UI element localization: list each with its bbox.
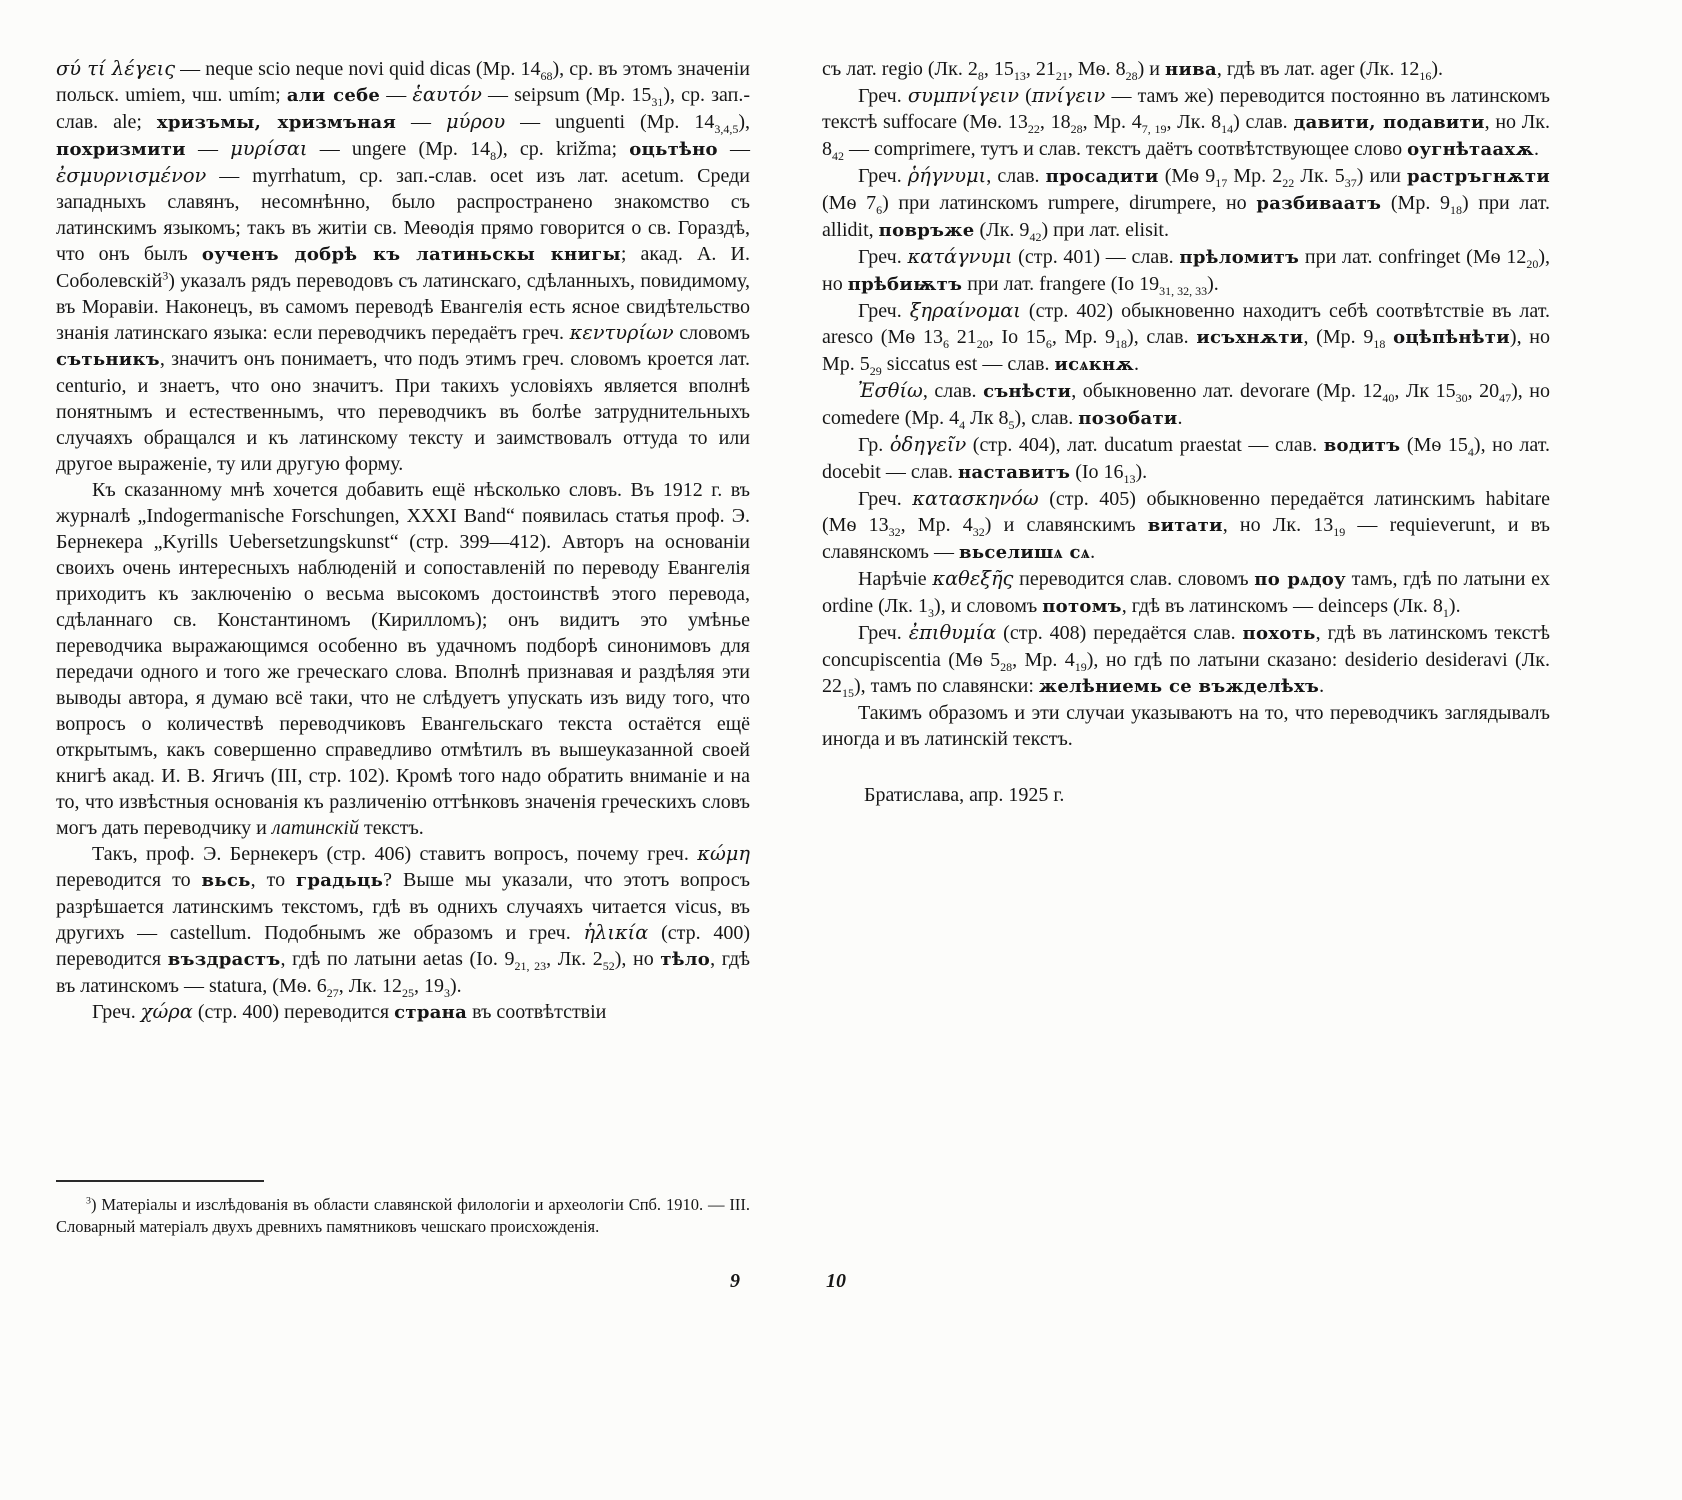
slavonic-term: просадити: [1045, 166, 1159, 187]
slavonic-term: оученъ добрѣ къ латиньскы книгы: [201, 244, 621, 265]
paragraph: σύ τί λέγεις — neque scio neque novi quid dicas (Мр. $14_{68}$), ср. въ этомъ значеніи польск. umiem, чш. umím; али себе — ἑαυτόν — seipsum (Мр. $15_{31}$), ср. зап.-слав. ale; хризъмы, хризмъная — μύρου — unguenti (Мр. $14_{3,4,5}$), похризмити — μυρίσαι — ungere (Мр. $14_8$), ср. križma; оцьтѣно — ἐσμυρνισμένον — myrrhatum, ср. зап.-слав. ocet изъ лат. acetum. Среди западныхъ славянъ, несомнѣнно, было распространено знакомство съ латинскимъ языкомъ; такъ въ житіи св. Меѳодія прямо говорится о св. Гораздѣ, что онъ былъ оученъ добрѣ къ латиньскы книгы; акад. А. И. Соболевскій$^3$) указалъ рядъ переводовъ съ латинскаго, сдѣланныхъ, повидимому, въ Моравіи. Наконецъ, въ самомъ переводѣ Евангелія есть ясное свидѣтельство знанія латинскаго языка: если переводчикъ передаётъ греч. κεντυρίων словомъ сътьникъ, значитъ онъ понимаетъ, что подъ этимъ греч. словомъ кроется лат. centurio, и знаетъ, что оно значитъ. При такихъ условіяхъ является вполнѣ понятнымъ и естественнымъ, что переводчикъ въ болѣе затруднительныхъ случаяхъ обращался и къ латинскому тексту и заимствовалъ оттуда то или другое выраженіе, ту или другую форму.: [56, 57, 751, 475]
paragraph: Братислава, апр. 1925 г.: [864, 784, 1065, 806]
italic-term: латинскій: [271, 817, 359, 839]
slavonic-term: позобати: [1078, 408, 1178, 429]
greek-term: κεντυρίων: [569, 321, 674, 344]
slavonic-term: похризмити: [56, 139, 186, 160]
left-page-text-column: [56, 56, 750, 1026]
paragraph: Греч. ῥήγνυμι, слав. просадити (Мѳ $9_{17}$ Мр. $2_{22}$ Лк. $5_{37}$) или растръгнѫти (Мѳ $7_6$) при латинскомъ rumpere, dirumpere, но разбиваатъ (Мр. $9_{18}$) при лат. allidit, повръже (Лк. $9_{42}$) при лат. elisit.: [822, 164, 1550, 244]
slavonic-term: повръже: [878, 220, 975, 241]
slavonic-term: али себе: [286, 85, 381, 106]
slavonic-term: сътьникъ: [56, 349, 160, 370]
paragraph: Ἐσθίω, слав. сънѣсти, обыкновенно лат. devorare (Мр. $12_{40}$, Лк $15_{30}$, $20_{47}$), но comedere (Мр. $4_4$ Лк $8_5$), слав. позобати.: [822, 379, 1550, 432]
greek-term: ἐπιθυμία: [908, 621, 997, 644]
greek-term: ἡλικία: [583, 921, 649, 944]
slavonic-term: тѣло: [660, 949, 711, 970]
paragraph: Греч. συμπνίγειν (πνίγειν — тамъ же) переводится постоянно въ латинскомъ текстѣ suffocare (Мѳ. $13_{22}$, $18_{28}$, Мр. $4_{7, 19}$, Лк. $8_{14}$) слав. давити, подавити, но Лк. $8_{42}$ — comprimere, тутъ и слав. текстъ даётъ соотвѣтствующее слово оугнѣтаахѫ.: [822, 84, 1551, 163]
paragraph: $^3$) Матеріалы и изслѣдованія въ области славянской филологіи и археологіи Спб. 1910. — III. Словарный матеріалъ двухъ древнихъ памятниковъ чешскаго происхожденія.: [56, 1195, 750, 1236]
slavonic-term: желѣниемь се въжделѣхъ: [1038, 676, 1320, 697]
greek-term: πνίγειν: [1031, 84, 1106, 107]
greek-term: ἐσμυρνισμένον: [56, 164, 207, 187]
slavonic-term: оугнѣтаахѫ: [1407, 139, 1534, 160]
greek-term: κατάγνυμι: [907, 245, 1013, 268]
greek-term: σύ τί λέγεις: [56, 57, 176, 80]
page-number-right: 10: [826, 1270, 846, 1292]
greek-term: ὁδηγεῖν: [889, 433, 967, 456]
slavonic-term: вьселишѧ сѧ: [959, 542, 1091, 563]
paragraph: Греч. χώρα (стр. 400) переводится страна въ соотвѣтствіи: [92, 1000, 607, 1023]
greek-term: μύρου: [445, 110, 506, 133]
paragraph: Гр. ὁδηγεῖν (стр. 404), лат. ducatum praestat — слав. водитъ (Мѳ $15_4$), но лат. docebit — слав. наставитъ (Іо $16_{13}$).: [822, 433, 1550, 486]
greek-term: ἑαυτόν: [412, 83, 482, 106]
slavonic-term: нива: [1165, 59, 1217, 80]
footnote-text: [56, 1194, 750, 1238]
right-page-text-column: [822, 56, 1550, 808]
paragraph: Такимъ образомъ и эти случаи указываютъ на то, что переводчикъ заглядывалъ иногда и въ латинскій текстъ.: [822, 702, 1550, 750]
slavonic-term: оцьтѣно: [629, 139, 718, 160]
slavonic-term: исъхнѫти: [1196, 327, 1304, 348]
paragraph: Греч. κατάγνυμι (стр. 401) — слав. прѣломитъ при лат. confringet (Мѳ $12_{20}$), но прѣбиѭтъ при лат. frangere (Іо $19_{31, 32, 33}$).: [822, 245, 1550, 298]
slavonic-term: сънѣсти: [983, 381, 1072, 402]
slavonic-term: разбиваатъ: [1256, 193, 1382, 214]
greek-term: συμπνίγειν: [907, 84, 1020, 107]
slavonic-term: оцѣпѣнѣти: [1393, 327, 1510, 348]
slavonic-term: по рѧдоу: [1254, 569, 1346, 590]
right-page: [822, 56, 1550, 808]
slavonic-term: вьсь: [201, 870, 251, 891]
paragraph: Нарѣчіе καθεξῆς переводится слав. словомъ по рѧдоу тамъ, гдѣ по латыни ex ordine (Лк. $1_3$), и словомъ потомъ, гдѣ въ латинскомъ — deinceps (Лк. $8_1$).: [822, 567, 1551, 620]
greek-term: χώρα: [140, 1000, 193, 1023]
slavonic-term: похоть: [1242, 623, 1316, 644]
paragraph: Греч. ἐπιθυμία (стр. 408) передаётся слав. похоть, гдѣ въ латинскомъ текстѣ concupiscentia (Мѳ $5_{28}$, Мр. $4_{19}$), но гдѣ по латыни сказано: desiderio desideravi (Лк. $22_{15}$), тамъ по славянски: желѣниемь се въжделѣхъ.: [822, 621, 1550, 700]
page-number-left: 9: [730, 1270, 740, 1292]
paragraph: Греч. κατασκηνόω (стр. 405) обыкновенно передаётся латинскимъ habitare (Мѳ $13_{32}$, Мр. $4_{32}$) и славянскимъ витати, но Лк. $13_{19}$ — requieverunt, и въ славянскомъ — вьселишѧ сѧ.: [822, 487, 1550, 563]
slavonic-term: хризъмы, хризмъная: [156, 112, 397, 133]
slavonic-term: давити, подавити: [1293, 112, 1485, 133]
slavonic-term: витати: [1147, 515, 1223, 536]
slavonic-term: водитъ: [1323, 435, 1401, 456]
slavonic-term: потомъ: [1042, 596, 1122, 617]
paragraph: съ лат. regio (Лк. $2_8$, $15_{13}$, $21_{21}$, Мѳ. $8_{28}$) и нива, гдѣ въ лат. ager (Лк. $12_{16}$).: [822, 58, 1444, 83]
slavonic-term: прѣломитъ: [1179, 247, 1300, 268]
greek-term: ξηραίνομαι: [909, 299, 1021, 322]
greek-term: ῥήγνυμι: [907, 164, 987, 187]
slavonic-term: прѣбиѭтъ: [847, 274, 963, 295]
footnote-separator-rule: [56, 1180, 264, 1182]
paragraph: Такъ, проф. Э. Бернекеръ (стр. 406) ставитъ вопросъ, почему греч. κώμη переводится то вьсь, то градьць? Выше мы указали, что этотъ вопросъ разрѣшается латинскимъ текстомъ, гдѣ въ однихъ случаяхъ читается vicus, въ другихъ — castellum. Подобнымъ же образомъ и греч. ἡλικία (стр. 400) переводится въздрастъ, гдѣ по латыни aetas (Іо. $9_{21, 23}$, Лк. $2_{52}$), но тѣло, гдѣ въ латинскомъ — statura, (Мѳ. $6_{27}$, Лк. $12_{25}$, $19_3$).: [56, 842, 751, 1000]
slavonic-term: страна: [394, 1002, 468, 1023]
greek-term: Ἐσθίω: [858, 379, 923, 402]
slavonic-term: градьць: [296, 870, 384, 891]
greek-term: μυρίσαι: [230, 137, 308, 160]
slavonic-term: растръгнѫти: [1407, 166, 1550, 187]
paragraph: Греч. ξηραίνομαι (стр. 402) обыкновенно находитъ себѣ соотвѣтствіе въ лат. aresco (Мѳ $13_6$ $21_{20}$, Іо $15_6$, Мр. $9_{18}$), слав. исъхнѫти, (Мр. $9_{18}$ оцѣпѣнѣти), но Мр. $5_{29}$ siccatus est — слав. исѧкнѫ.: [822, 299, 1550, 378]
greek-term: καθεξῆς: [932, 567, 1014, 590]
slavonic-term: въздрастъ: [167, 949, 281, 970]
slavonic-term: исѧкнѫ: [1054, 354, 1134, 375]
footnote-block: [56, 1180, 750, 1238]
paragraph: Къ сказанному мнѣ хочется добавить ещё нѣсколько словъ. Въ 1912 г. въ журналѣ „Indogermanische Forschungen, XXXI Band“ появилась статья проф. Э. Бернекера „Kyrills Uebersetzungskunst“ (стр. 399—412). Авторъ на основаніи своихъ очень интересныхъ наблюденій и сопоставленій по переводу Евангелія приходитъ къ заключенію о весьма высокомъ достоинствѣ этого перевода, сдѣланнаго св. Константиномъ (Кирилломъ); онъ видитъ это умѣнье переводчика выражающимся особенно въ удачномъ подборѣ синонимовъ для передачи одного и того же греческаго слова. Вполнѣ признавая и раздѣляя эти выводы автора, я думаю всё таки, что не слѣдуетъ упускать изъ виду того, что вопросъ о количествѣ переводчиковъ Евангельскаго текста остаётся ещё открытымъ, какъ совершенно справедливо отмѣтилъ въ вышеуказанной своей книгѣ акад. И. В. Ягичъ (III, стр. 102). Кромѣ того надо обратить вниманіе и на то, что извѣстныя основанія къ различенію оттѣнковъ значенія греческихъ словъ могъ дать переводчику и латинскій текстъ.: [56, 479, 750, 839]
slavonic-term: наставитъ: [958, 462, 1071, 483]
left-page: [56, 56, 750, 1026]
greek-term: κώμη: [697, 842, 750, 865]
greek-term: κατασκηνόω: [912, 487, 1039, 510]
